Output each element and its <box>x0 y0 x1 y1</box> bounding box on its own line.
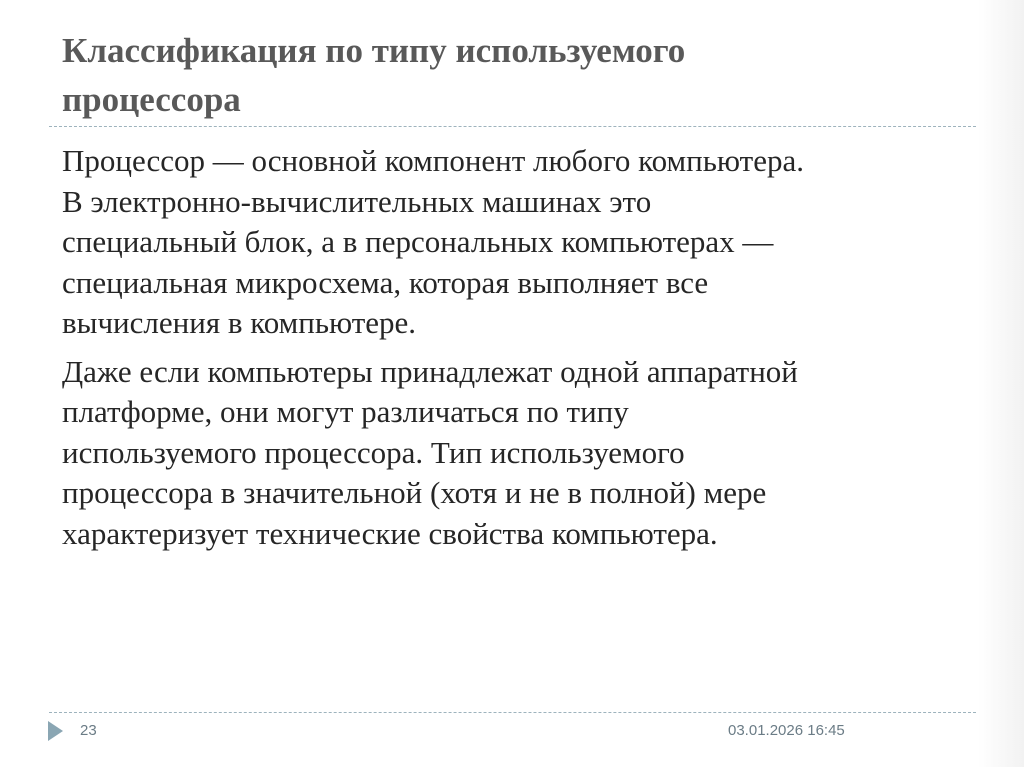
page-number: 23 <box>80 722 97 739</box>
footer-divider <box>49 712 976 713</box>
decorative-strip <box>978 0 1024 767</box>
paragraph-1: Процессор — основной компонент любого компьютера. В электронно-вычислительных машинах это специальный блок, а в персональных компьютерах — специальная микросхема, которая выполняет все вычисления в компьютере. <box>62 143 804 340</box>
title-divider <box>49 126 976 127</box>
triangle-right-icon <box>48 721 63 741</box>
paragraph-2: Даже если компьютеры принадлежат одной аппаратной платформе, они могут различаться по типу используемого процессора. Тип используемого процессора в значительной (хотя и не в полной) мере характеризует технические свойства компьютера. <box>62 353 798 551</box>
slide-datetime: 03.01.2026 16:45 <box>728 722 845 739</box>
slide-title: Классификация по типу используемого процессора <box>62 31 686 119</box>
slide-body <box>62 141 962 562</box>
